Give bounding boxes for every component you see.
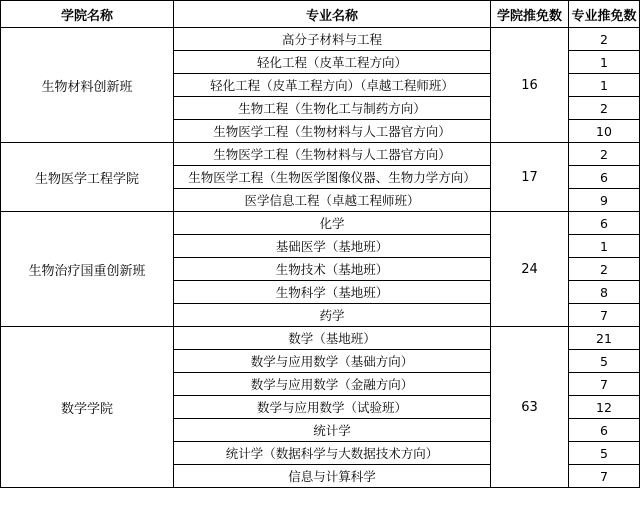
header-major: 专业名称 (174, 1, 491, 28)
major-quota: 6 (569, 166, 640, 189)
major-quota: 6 (569, 419, 640, 442)
major-quota: 1 (569, 74, 640, 97)
major-name: 生物技术（基地班） (174, 258, 491, 281)
major-name: 轻化工程（皮革工程方向） (174, 51, 491, 74)
major-quota: 1 (569, 235, 640, 258)
table-row (1, 212, 640, 235)
major-quota: 12 (569, 396, 640, 419)
major-name: 生物医学工程（生物材料与人工器官方向） (174, 120, 491, 143)
college-quota: 24 (491, 212, 569, 327)
major-quota: 21 (569, 327, 640, 350)
major-quota: 5 (569, 350, 640, 373)
table-row (1, 327, 640, 350)
major-name: 统计学（数据科学与大数据技术方向） (174, 442, 491, 465)
major-quota: 2 (569, 143, 640, 166)
major-name: 数学与应用数学（试验班） (174, 396, 491, 419)
major-quota: 8 (569, 281, 640, 304)
major-name: 医学信息工程（卓越工程师班） (174, 189, 491, 212)
major-quota: 7 (569, 465, 640, 488)
major-name: 生物医学工程（生物医学图像仪器、生物力学方向） (174, 166, 491, 189)
major-quota: 6 (569, 212, 640, 235)
major-name: 化学 (174, 212, 491, 235)
header-college: 学院名称 (1, 1, 174, 28)
major-name: 轻化工程（皮革工程方向）（卓越工程师班） (174, 74, 491, 97)
major-name: 药学 (174, 304, 491, 327)
major-name: 信息与计算科学 (174, 465, 491, 488)
major-quota: 7 (569, 304, 640, 327)
major-name: 基础医学（基地班） (174, 235, 491, 258)
college-name: 生物治疗国重创新班 (1, 212, 174, 327)
header-row (1, 1, 640, 28)
major-name: 数学（基地班） (174, 327, 491, 350)
major-quota: 9 (569, 189, 640, 212)
major-name: 统计学 (174, 419, 491, 442)
major-quota: 2 (569, 28, 640, 51)
college-quota: 63 (491, 327, 569, 488)
major-name: 生物科学（基地班） (174, 281, 491, 304)
major-name: 生物工程（生物化工与制药方向） (174, 97, 491, 120)
college-name: 数学学院 (1, 327, 174, 488)
major-quota: 7 (569, 373, 640, 396)
major-name: 高分子材料与工程 (174, 28, 491, 51)
header-college-quota: 学院推免数 (491, 1, 569, 28)
major-name: 数学与应用数学（金融方向） (174, 373, 491, 396)
major-name: 数学与应用数学（基础方向） (174, 350, 491, 373)
header-major-quota: 专业推免数 (569, 1, 640, 28)
college-quota: 17 (491, 143, 569, 212)
table-row (1, 143, 640, 166)
college-quota: 16 (491, 28, 569, 143)
major-quota: 1 (569, 51, 640, 74)
major-quota: 5 (569, 442, 640, 465)
major-quota: 2 (569, 258, 640, 281)
college-name: 生物医学工程学院 (1, 143, 174, 212)
major-name: 生物医学工程（生物材料与人工器官方向） (174, 143, 491, 166)
table-row (1, 28, 640, 51)
college-name: 生物材料创新班 (1, 28, 174, 143)
major-quota: 10 (569, 120, 640, 143)
major-quota: 2 (569, 97, 640, 120)
